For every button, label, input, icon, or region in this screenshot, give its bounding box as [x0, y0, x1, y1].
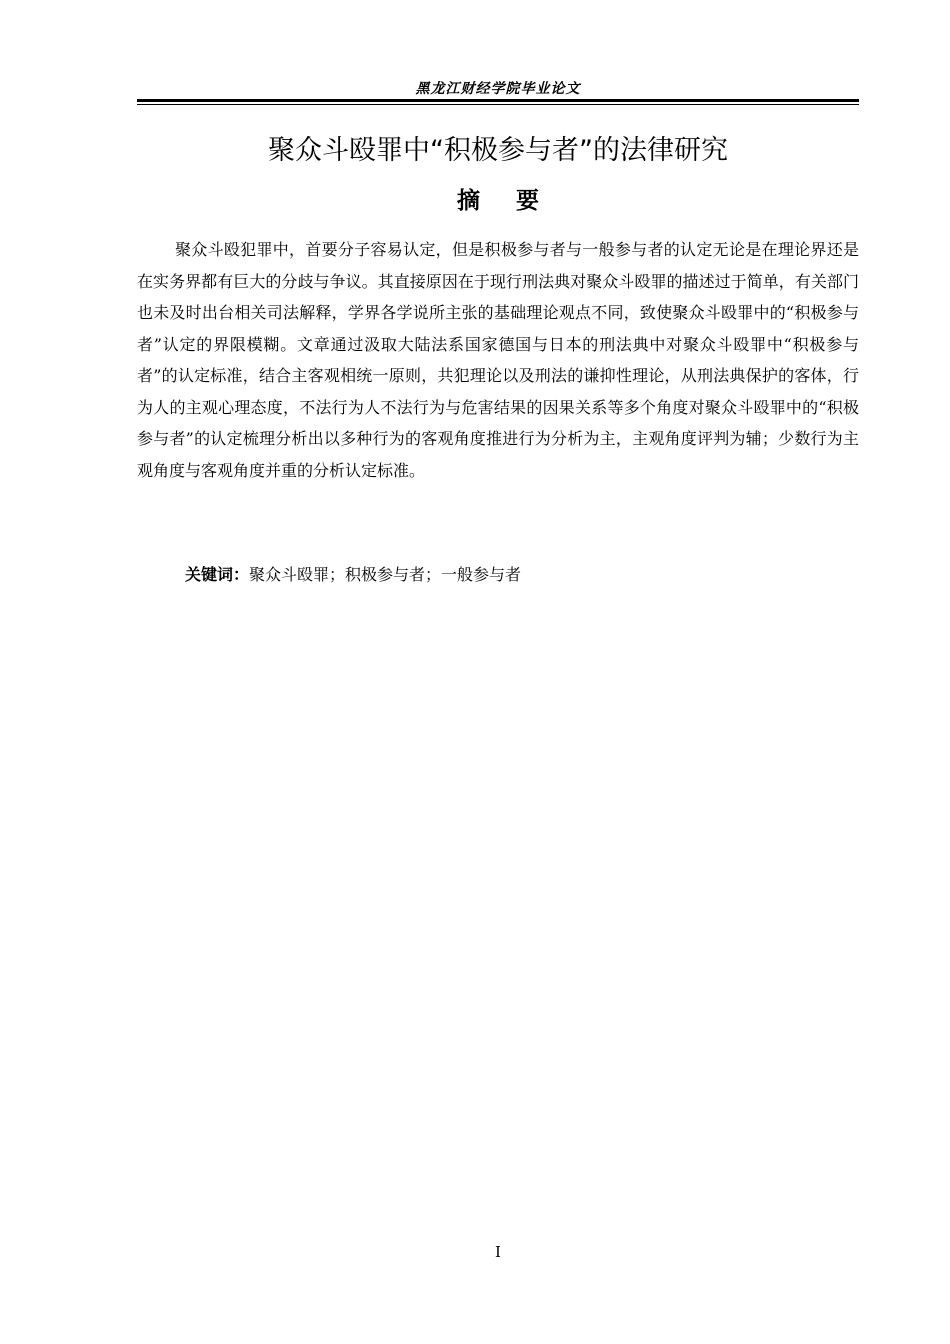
- page-number: I: [495, 1243, 501, 1261]
- abstract-body: 聚众斗殴犯罪中，首要分子容易认定，但是积极参与者与一般参与者的认定无论是在理论界还是在实务界都有巨大的分歧与争议。其直接原因在于现行刑法典对聚众斗殴罪的描述过于简单，有关部门也未及时出台相关司法解释，学界各学说所主张的基础理论观点不同，致使聚众斗殴罪中的“积极参与者”认定的界限模糊。文章通过汲取大陆法系国家德国与日本的刑法典中对聚众斗殴罪中“积极参与者”的认定标准，结合主客观相统一原则，共犯理论以及刑法的谦抑性理论，从刑法典保护的客体，行为人的主观心理态度，不法行为人不法行为与危害结果的因果关系等多个角度对聚众斗殴罪中的“积极参与者”的认定梳理分析出以多种行为的客观角度推进行为分析为主，主观角度评判为辅；少数行为主观角度与客观角度并重的分析认定标准。: [137, 240, 859, 480]
- keywords-value: 聚众斗殴罪；积极参与者；一般参与者: [249, 565, 522, 584]
- header-rule-thick: [137, 99, 859, 102]
- header-rule-thin: [137, 104, 859, 105]
- keywords-line: [185, 562, 859, 588]
- abstract-heading: 摘要: [457, 188, 575, 214]
- keywords-label: 关键词：: [185, 565, 250, 584]
- paper-title: 聚众斗殴罪中“积极参与者”的法律研究: [268, 135, 728, 166]
- running-header: 黑龙江财经学院毕业论文: [415, 81, 581, 97]
